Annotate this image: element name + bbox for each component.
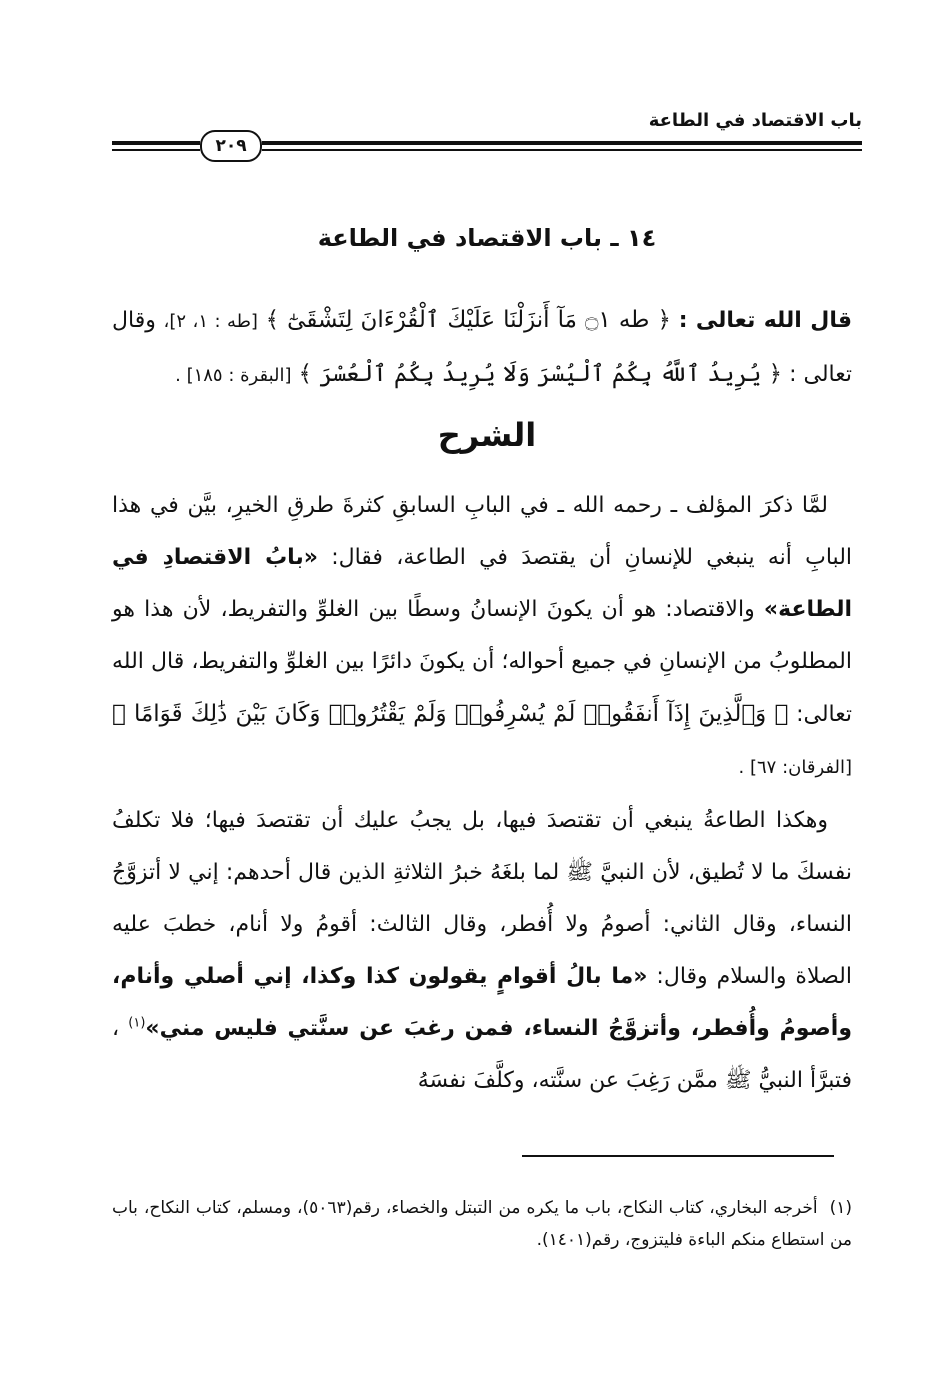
p2-text-b: ، فتبرَّأ النبيُّ ﷺ ممَّن رَغِبَ عن سنَّته، وكلَّفَ نفسَهُ	[112, 1016, 852, 1093]
verse-reference-baqarah: [البقرة : ١٨٥] .	[175, 365, 292, 386]
running-title: باب الاقتصاد في الطاعة	[648, 110, 862, 131]
footnote-separator	[522, 1155, 834, 1157]
footnote-marker[interactable]: (١)	[128, 1015, 146, 1031]
p2-text-a: وهكذا الطاعةُ ينبغي أن تقتصدَ فيها، بل يجبُ عليك أن تقتصدَ فيها؛ فلا تكلفُ نفسكَ ما لا تُطيق، لأن النبيَّ ﷺ لما بلغَهُ خبرُ الثلاثةِ الذين قال أحدهم: إني لا أتزوَّجُ النساء، وقال الثاني: أصومُ ولا أُفطر، وقال الثالث: أقومُ ولا أنام، خطبَ عليه الصلاة والسلام وقال:	[112, 808, 852, 989]
footnote	[112, 1192, 852, 1256]
p2-hadith-quote: «ما بالُ أقوامٍ يقولون كذا وكذا، إني أصلي وأنام، وأصومُ وأُفطر، وأتزوَّجُ النساء، فمن رغبَ عن سنَّتي فليس مني»	[112, 964, 852, 1041]
quran-verse-baqarah: ﴿ يُرِيدُ ٱللَّهُ بِكُمُ ٱلْيُسْرَ وَلَا يُرِيدُ بِكُمُ ٱلْعُسْرَ ﴾	[298, 361, 783, 387]
p1-text-a: لمَّا ذكرَ المؤلف ـ رحمه الله ـ في البابِ السابقِ كثرةَ طرقِ الخيرِ، بيَّن في هذا البابِ أنه ينبغي للإنسانِ أن يقتصدَ في الطاعة، فقال:	[112, 493, 853, 570]
quran-verse-furqan: ﴿ وَٱلَّذِينَ إِذَآ أَنفَقُوا۟ لَمْ يُسْرِفُوا۟ وَلَمْ يَقْتُرُوا۟ وَكَانَ بَيْنَ ذَٰلِكَ قَوَامًا ﴾	[112, 701, 789, 727]
quran-verse-taha: ﴿ طه ۝١ مَآ أَنزَلْنَا عَلَيْكَ ٱلْقُرْءَانَ لِتَشْقَىٰٓ ﴾	[265, 307, 671, 333]
commentary-paragraph-1	[112, 480, 852, 794]
chapter-title: ١٤ ـ باب الاقتصاد في الطاعة	[317, 224, 657, 252]
running-header	[112, 100, 862, 160]
footnote-text: أخرجه البخاري، كتاب النكاح، باب ما يكره من التبتل والخصاء، رقم(٥٠٦٣)، ومسلم، كتاب النكاح، باب من استطاع منكم الباءة فليتزوج، رقم(١٤٠١).	[112, 1198, 852, 1250]
p1-text-c: والاقتصاد: هو أن يكونَ الإنسانُ وسطًا بين الغلوِّ والتفريط، لأن هذا هو المطلوبُ من الإنسانِ في جميع أحواله؛ أن يكونَ دائرًا بين الغلوِّ والتفريط، قال الله تعالى:	[112, 597, 852, 727]
p1-chapter-quote: «بابُ الاقتصادِ في الطاعة»	[112, 545, 852, 622]
verse-reference-furqan: [الفرقان: ٦٧] .	[738, 757, 852, 778]
commentary-paragraph-2	[112, 795, 852, 1107]
section-heading: الشرح	[437, 416, 537, 454]
verses-block	[112, 294, 852, 402]
page-number: ٢٠٩	[200, 130, 262, 162]
verses-intro: قال الله تعالى :	[678, 308, 852, 333]
verses-connector: وقال تعالى :	[112, 308, 852, 387]
verse-reference-taha: [طه : ١، ٢]،	[163, 311, 258, 332]
footnote-number: (١)	[829, 1198, 852, 1218]
